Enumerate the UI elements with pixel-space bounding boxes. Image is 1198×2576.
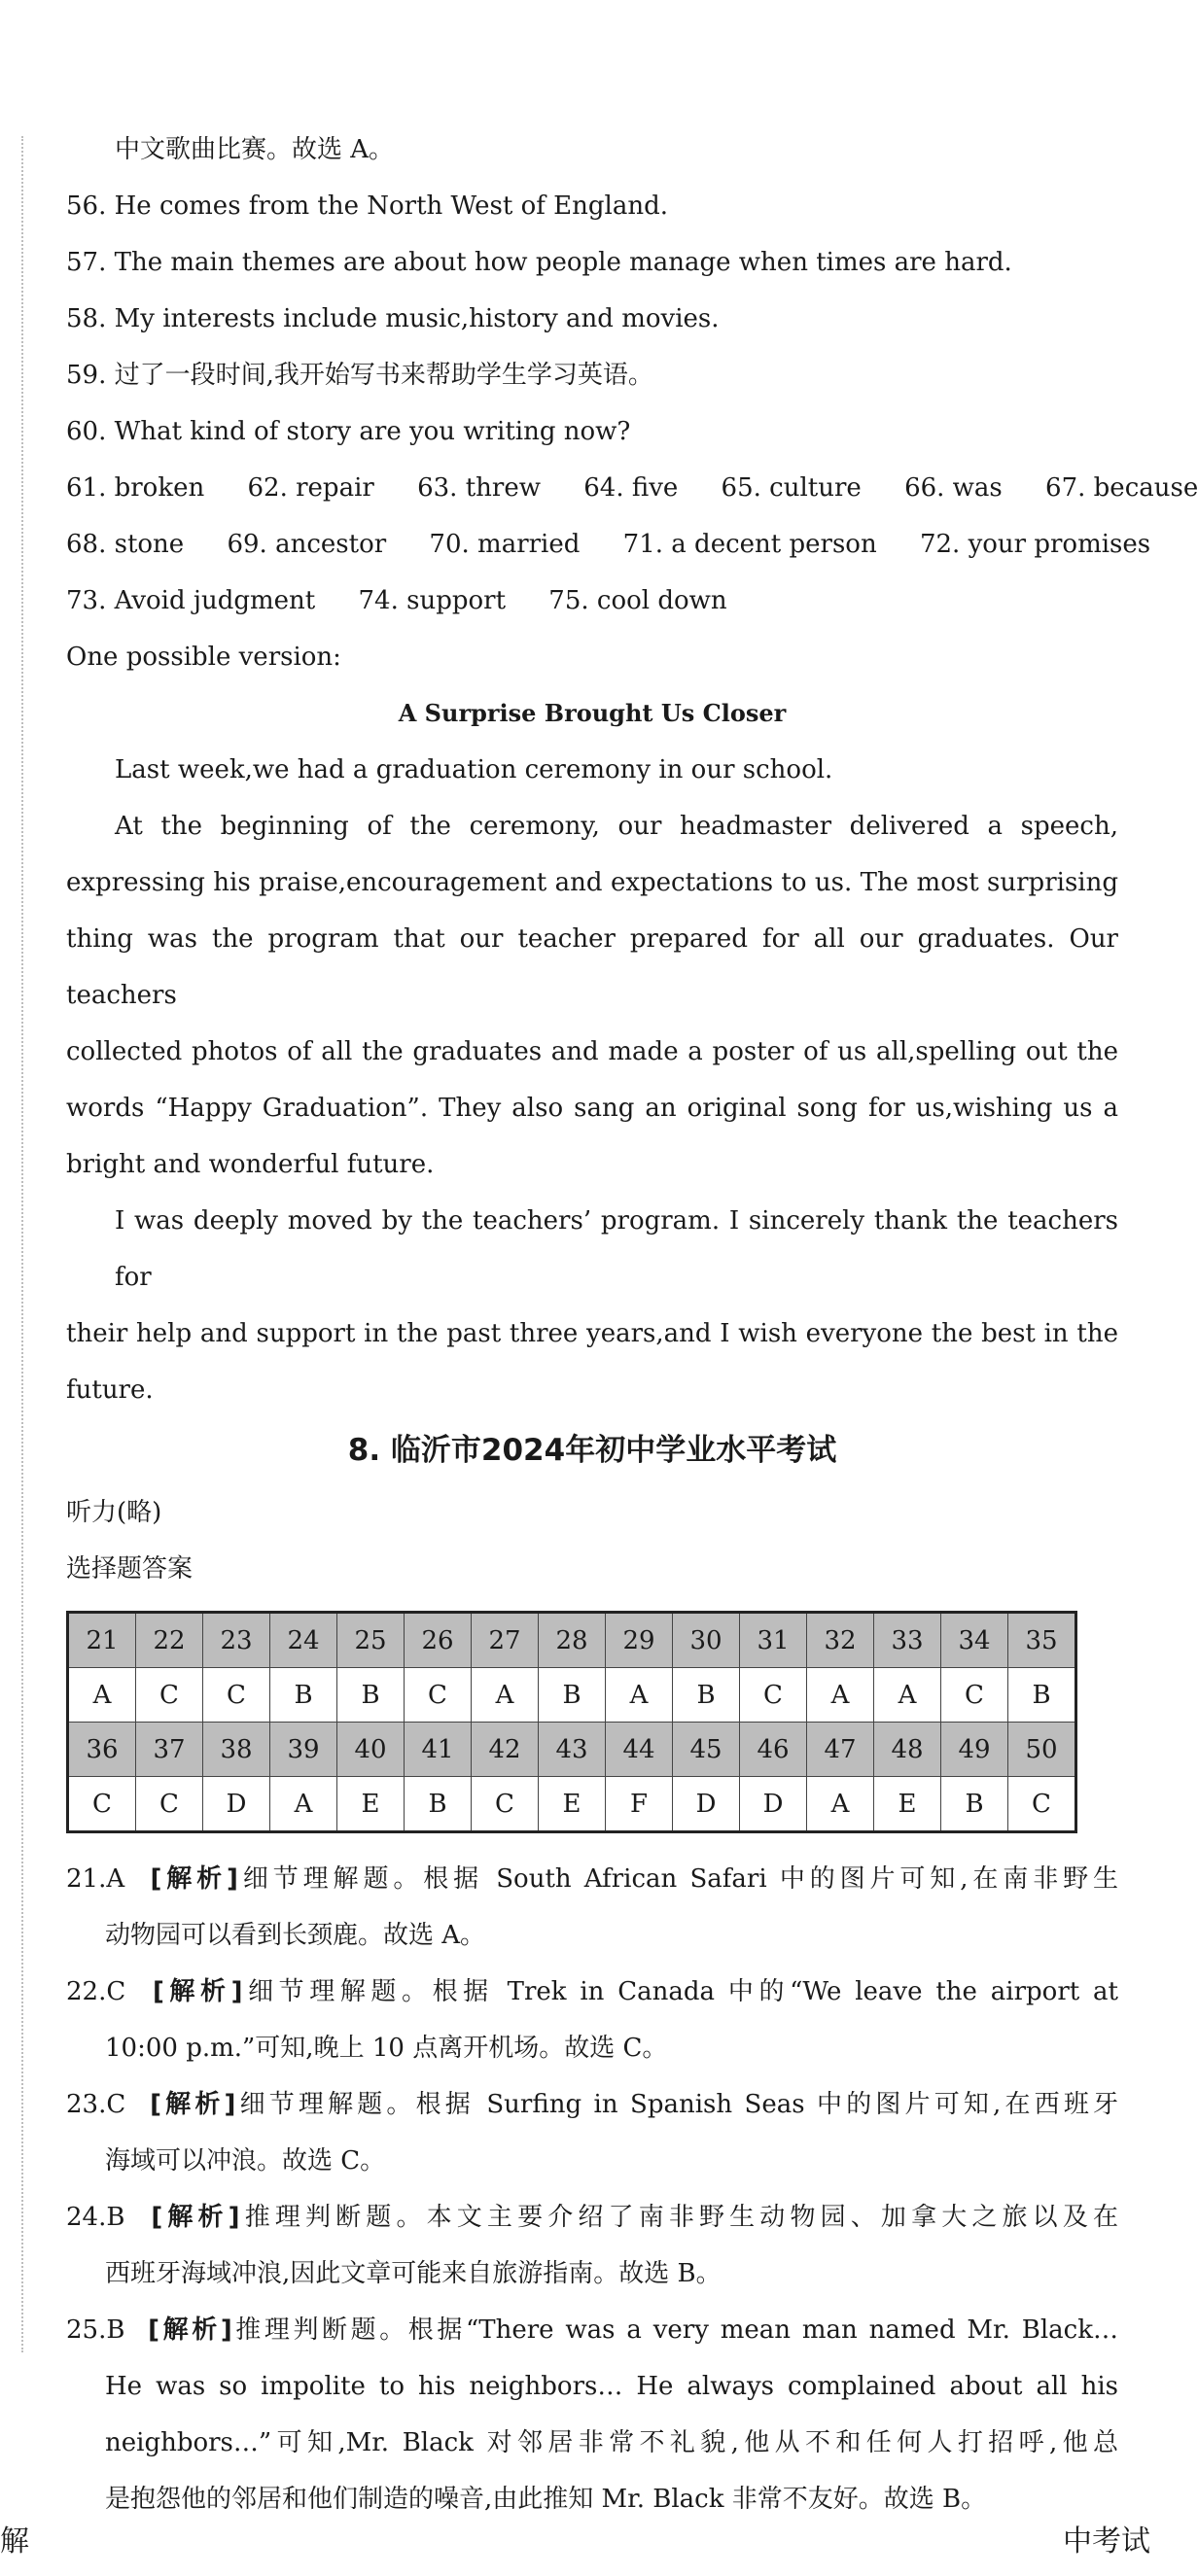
footer-right-text: 中考试 <box>1063 2524 1150 2559</box>
table-cell: D <box>673 1777 740 1832</box>
page-edge-dots <box>21 136 23 2352</box>
fill-answer: 70. married <box>429 530 581 559</box>
listening-note: 听力(略) <box>66 1498 162 1527</box>
fill-answer: 71. a decent person <box>622 530 877 559</box>
fill-answer: 65. culture <box>721 473 862 503</box>
table-cell: 28 <box>539 1613 606 1668</box>
explanation-text: 推理判断题。本文主要介绍了南非野生动物园、加拿大之旅以及在 <box>239 2203 1118 2232</box>
fill-answer: 74. support <box>358 586 507 615</box>
table-cell: A <box>807 1668 874 1723</box>
table-cell: A <box>68 1668 136 1723</box>
table-cell: C <box>1008 1777 1076 1832</box>
table-cell: 25 <box>337 1613 405 1668</box>
version-label: One possible version: <box>66 643 341 672</box>
fill-answer: 67. because <box>1045 473 1198 503</box>
explanation-25 <box>66 2302 1118 2527</box>
table-cell: C <box>740 1668 807 1723</box>
table-cell: 22 <box>136 1613 203 1668</box>
essay-line: future. <box>66 1375 154 1405</box>
table-cell: 29 <box>606 1613 673 1668</box>
table-cell: 43 <box>539 1723 606 1777</box>
table-cell: 40 <box>337 1723 405 1777</box>
table-cell: 39 <box>270 1723 337 1777</box>
essay-paragraph-2 <box>66 798 1118 1193</box>
table-cell: 24 <box>270 1613 337 1668</box>
answer-59: 59. 过了一段时间,我开始写书来帮助学生学习英语。 <box>66 361 653 390</box>
fill-answer: 63. threw <box>417 473 541 503</box>
answer-57: 57. The main themes are about how people manage when times are hard. <box>66 248 1012 277</box>
fill-answer: 61. broken <box>66 473 205 503</box>
table-cell: 31 <box>740 1613 807 1668</box>
item-number: 23.C <box>66 2090 126 2119</box>
table-cell: 38 <box>203 1723 270 1777</box>
explanation-21 <box>66 1851 1118 1964</box>
explanation-22 <box>66 1964 1118 2076</box>
table-cell: 26 <box>405 1613 472 1668</box>
explanation-text: He was so impolite to his neighbors… He always complained about all his <box>105 2372 1118 2401</box>
fill-answers-row-3 <box>66 573 1118 629</box>
analysis-tag: [解析] <box>150 1864 238 1894</box>
table-cell: 27 <box>472 1613 539 1668</box>
table-cell: E <box>539 1777 606 1832</box>
explanation-text: 细节理解题。根据 Trek in Canada 中的“We leave the airport at <box>242 1977 1118 2006</box>
section-title: 8. 临沂市2024年初中学业水平考试 <box>347 1433 837 1468</box>
table-cell: B <box>941 1777 1008 1832</box>
fill-answer: 73. Avoid judgment <box>66 586 316 615</box>
fill-answer: 75. cool down <box>548 586 727 615</box>
table-row-numbers <box>68 1613 1076 1668</box>
table-cell: B <box>673 1668 740 1723</box>
fill-answer: 62. repair <box>247 473 374 503</box>
table-cell: E <box>337 1777 405 1832</box>
table-cell: 37 <box>136 1723 203 1777</box>
fill-answer: 64. five <box>583 473 679 503</box>
answer-56: 56. He comes from the North West of England. <box>66 191 668 221</box>
table-cell: C <box>68 1777 136 1832</box>
table-cell: C <box>203 1668 270 1723</box>
analysis-tag: [解析] <box>151 2203 240 2232</box>
explanation-text: 西班牙海域冲浪,因此文章可能来自旅游指南。故选 B。 <box>105 2259 722 2288</box>
table-cell: 44 <box>606 1723 673 1777</box>
table-cell: 33 <box>874 1613 941 1668</box>
table-cell: 47 <box>807 1723 874 1777</box>
table-cell: D <box>203 1777 270 1832</box>
continued-line: 中文歌曲比赛。故选 A。 <box>115 135 395 164</box>
table-cell: 50 <box>1008 1723 1076 1777</box>
essay-line: I was deeply moved by the teachers’ program. I sincerely thank the teachers for <box>115 1206 1118 1292</box>
table-cell: B <box>539 1668 606 1723</box>
table-cell: 46 <box>740 1723 807 1777</box>
table-cell: C <box>136 1668 203 1723</box>
fill-answer: 72. your promises <box>919 530 1151 559</box>
table-cell: A <box>874 1668 941 1723</box>
fill-answer: 66. was <box>904 473 1003 503</box>
fill-answers-row-2 <box>66 516 1151 573</box>
item-number: 22.C <box>66 1977 126 2006</box>
table-cell: 42 <box>472 1723 539 1777</box>
table-cell: 23 <box>203 1613 270 1668</box>
analysis-tag: [解析] <box>150 2090 236 2119</box>
table-cell: 35 <box>1008 1613 1076 1668</box>
explanation-text: 动物园可以看到长颈鹿。故选 A。 <box>105 1921 486 1950</box>
item-number: 21.A <box>66 1864 125 1894</box>
essay-paragraph-1: Last week,we had a graduation ceremony in our school. <box>115 755 833 784</box>
essay-paragraph-3 <box>66 1193 1118 1418</box>
essay-line: thing was the program that our teacher prepared for all our graduates. Our teachers <box>66 924 1118 1010</box>
essay-line: words “Happy Graduation”. They also sang an original song for us,wishing us a <box>66 1094 1118 1123</box>
table-cell: 45 <box>673 1723 740 1777</box>
table-cell: 48 <box>874 1723 941 1777</box>
explanation-text: 10:00 p.m.”可知,晚上 10 点离开机场。故选 C。 <box>105 2034 668 2063</box>
answer-58: 58. My interests include music,history and movies. <box>66 304 720 333</box>
table-cell: A <box>472 1668 539 1723</box>
table-cell: 41 <box>405 1723 472 1777</box>
explanation-23 <box>66 2076 1118 2189</box>
essay-line: bright and wonderful future. <box>66 1150 435 1179</box>
table-cell: 49 <box>941 1723 1008 1777</box>
explanation-text: neighbors…”可知,Mr. Black 对邻居非常不礼貌,他从不和任何人打招呼,他总 <box>105 2428 1118 2457</box>
table-cell: 30 <box>673 1613 740 1668</box>
answer-table <box>66 1611 1077 1833</box>
table-cell: B <box>405 1777 472 1832</box>
essay-title: A Surprise Brought Us Closer <box>398 699 787 727</box>
explanation-text: 推理判断题。根据“There was a very mean man named Mr. Black… <box>231 2315 1118 2345</box>
fill-answer: 69. ancestor <box>227 530 387 559</box>
table-cell: E <box>874 1777 941 1832</box>
table-row-answers <box>68 1777 1076 1832</box>
item-number: 25.B <box>66 2315 125 2345</box>
table-cell: 21 <box>68 1613 136 1668</box>
table-cell: 36 <box>68 1723 136 1777</box>
table-cell: A <box>807 1777 874 1832</box>
table-cell: F <box>606 1777 673 1832</box>
table-cell: 32 <box>807 1613 874 1668</box>
table-cell: C <box>405 1668 472 1723</box>
table-cell: B <box>337 1668 405 1723</box>
answer-60: 60. What kind of story are you writing now? <box>66 417 631 446</box>
essay-line: their help and support in the past three years,and I wish everyone the best in the <box>66 1319 1118 1348</box>
table-cell: B <box>1008 1668 1076 1723</box>
footer-left-text: 解 <box>0 2524 29 2559</box>
table-row-answers <box>68 1668 1076 1723</box>
analysis-tag: [解析] <box>148 2315 232 2345</box>
table-cell: A <box>606 1668 673 1723</box>
table-cell: C <box>941 1668 1008 1723</box>
fill-answers-row-1 <box>66 460 1198 516</box>
item-number: 24.B <box>66 2203 125 2232</box>
essay-line: collected photos of all the graduates and made a poster of us all,spelling out the <box>66 1037 1118 1066</box>
choice-answers-label: 选择题答案 <box>66 1554 194 1584</box>
table-cell: A <box>270 1777 337 1832</box>
explanation-text: 细节理解题。根据 Surfing in Spanish Seas 中的图片可知,在西班牙 <box>235 2090 1118 2119</box>
essay-line: At the beginning of the ceremony, our headmaster delivered a speech, <box>115 812 1118 841</box>
table-cell: C <box>136 1777 203 1832</box>
explanation-24 <box>66 2189 1118 2302</box>
explanation-text: 海域可以冲浪。故选 C。 <box>105 2146 386 2176</box>
explanation-text: 是抱怨他的邻居和他们制造的噪音,由此推知 Mr. Black 非常不友好。故选 B。 <box>105 2485 987 2514</box>
page-content <box>66 122 1198 2527</box>
fill-answer: 68. stone <box>66 530 185 559</box>
table-cell: D <box>740 1777 807 1832</box>
analysis-tag: [解析] <box>152 1977 243 2006</box>
table-cell: C <box>472 1777 539 1832</box>
essay-line: expressing his praise,encouragement and expectations to us. The most surprising <box>66 868 1118 897</box>
table-cell: B <box>270 1668 337 1723</box>
explanation-text: 细节理解题。根据 South African Safari 中的图片可知,在南非野生 <box>237 1864 1119 1894</box>
table-row-numbers <box>68 1723 1076 1777</box>
table-cell: 34 <box>941 1613 1008 1668</box>
